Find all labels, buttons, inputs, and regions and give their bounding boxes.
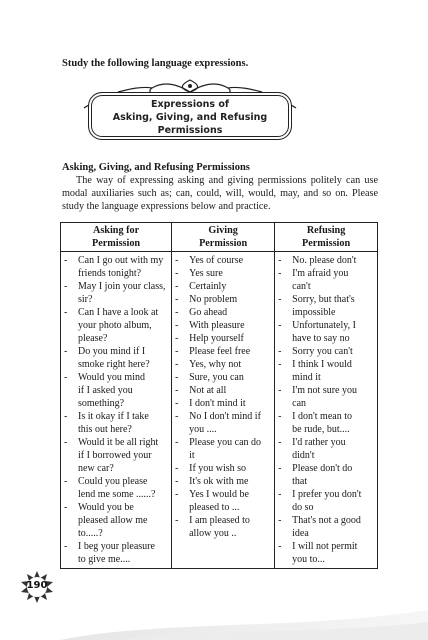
expression-line: pleased allow me — [78, 515, 148, 526]
expression-line: new car? — [78, 463, 114, 474]
expression-line: please? — [78, 333, 108, 344]
refusing-list — [278, 254, 375, 566]
expression-item — [278, 345, 375, 358]
expression-item — [175, 371, 272, 384]
giving-list — [175, 254, 272, 540]
expression-item — [64, 475, 169, 501]
expression-line: - I don't mean to — [292, 411, 352, 422]
expression-line: if I asked you — [78, 385, 133, 396]
expression-line: - Go ahead — [189, 307, 228, 318]
expression-item — [175, 462, 272, 475]
expression-line: - I'm afraid you — [292, 268, 349, 279]
expression-item — [175, 254, 272, 267]
expression-line: - Is it okay if I take — [78, 411, 149, 422]
expression-line: - I beg your pleasure — [78, 541, 155, 552]
header-line: Permission — [199, 237, 248, 249]
expression-line: - It's ok with me — [189, 476, 249, 487]
header-line: Refusing — [306, 225, 346, 236]
expression-item — [64, 540, 169, 566]
banner-title — [88, 98, 292, 137]
title-banner — [82, 78, 298, 142]
expression-line: - Please you can do — [189, 437, 262, 448]
header-refusing — [275, 223, 378, 252]
expression-item — [175, 358, 272, 371]
expression-line: do so — [292, 502, 314, 513]
expression-item — [278, 267, 375, 293]
expression-line: that — [292, 476, 308, 487]
expression-line: smoke right here? — [78, 359, 150, 370]
asking-list — [64, 254, 169, 566]
expression-item — [64, 410, 169, 436]
expression-line: - I don't mind it — [189, 398, 246, 409]
expression-line: - Would it be all right — [78, 437, 159, 448]
expression-item — [175, 384, 272, 397]
page-number: 190 — [26, 580, 48, 591]
expression-line: - No I don't mind if — [189, 411, 261, 422]
expression-item — [175, 436, 272, 462]
expression-item — [175, 488, 272, 514]
expression-item — [175, 280, 272, 293]
expression-item — [278, 293, 375, 319]
paragraph-text: The way of expressing asking and giving permissions politely can use modal auxiliaries such as; can, could, will, would, may, and so on. Please study the language expressions below and practice. — [62, 175, 378, 212]
expression-line: - Can I have a look at — [78, 307, 159, 318]
expression-line: be rude, but.... — [292, 424, 350, 435]
expression-line: - I'm not sure you — [292, 385, 357, 396]
expression-line: - If you wish so — [189, 463, 247, 474]
expression-item — [175, 475, 272, 488]
header-giving — [172, 223, 275, 252]
expression-line: - Yes of course — [189, 255, 244, 266]
header-line: Permission — [92, 237, 141, 249]
expression-item — [278, 540, 375, 566]
expression-line: - Certainly — [189, 281, 227, 292]
header-line: Permission — [302, 237, 351, 249]
footer-wave-decoration — [0, 600, 428, 640]
expression-item — [175, 319, 272, 332]
expression-item — [278, 358, 375, 384]
banner-line: Asking, Giving, and Refusing — [112, 112, 268, 123]
expression-item — [175, 306, 272, 319]
expression-line: - Unfortunately, I — [292, 320, 356, 331]
expression-item — [278, 488, 375, 514]
expression-line: to give me.... — [78, 554, 131, 565]
banner-line: Expressions of — [150, 99, 230, 110]
expression-line: sir? — [78, 294, 93, 305]
expression-line: - Please feel free — [189, 346, 251, 357]
expression-line: you .... — [189, 424, 217, 435]
expression-line: pleased to ... — [189, 502, 240, 513]
expression-line: - I am pleased to — [189, 515, 250, 526]
expression-line: to.....? — [78, 528, 103, 539]
expression-item — [64, 280, 169, 306]
expression-line: - I prefer you don't — [292, 489, 362, 500]
expression-line: idea — [292, 528, 309, 539]
expression-line: mind it — [292, 372, 321, 383]
page-number-badge — [20, 570, 54, 604]
expression-line: - Would you be — [78, 502, 134, 513]
expression-item — [175, 410, 272, 436]
expression-line: - With pleasure — [189, 320, 245, 331]
section-heading: Asking, Giving, and Refusing Permissions — [62, 162, 250, 173]
expression-line: friends tonight? — [78, 268, 142, 279]
expression-line: - Help yourself — [189, 333, 244, 344]
expression-line: - No problem — [189, 294, 238, 305]
expression-line: - Yes, why not — [189, 359, 242, 370]
expression-line: have to say no — [292, 333, 350, 344]
expression-line: - May I join your class, — [78, 281, 166, 292]
expressions-table — [60, 222, 378, 569]
expression-item — [175, 267, 272, 280]
expression-line: - Sure, you can — [189, 372, 244, 383]
expression-item — [278, 319, 375, 345]
expression-line: - That's not a good — [292, 515, 361, 526]
expression-line: can — [292, 398, 307, 409]
expression-line: didn't — [292, 450, 315, 461]
expression-line: - Would you mind — [78, 372, 145, 383]
expression-item — [64, 345, 169, 371]
expression-item — [278, 410, 375, 436]
expression-item — [64, 501, 169, 540]
expression-line: - Sorry, but that's — [292, 294, 355, 305]
intro-text: Study the following language expressions. — [62, 58, 249, 69]
expression-item — [64, 254, 169, 280]
expression-line: something? — [78, 398, 125, 409]
header-line: Giving — [208, 225, 238, 236]
expression-item — [278, 384, 375, 410]
expression-item — [278, 254, 375, 267]
column-giving — [172, 252, 275, 569]
expression-line: you to... — [292, 554, 325, 565]
expression-item — [64, 436, 169, 475]
banner-line: Permissions — [157, 125, 223, 136]
expression-line: - Yes I would be — [189, 489, 249, 500]
expression-line: - Sorry you can't — [292, 346, 353, 357]
expression-line: lend me some ......? — [78, 489, 156, 500]
expression-line: - Please don't do — [292, 463, 353, 474]
header-line: Asking for — [92, 225, 140, 236]
expression-line: it — [189, 450, 195, 461]
expression-item — [278, 462, 375, 488]
expression-line: - No. please don't — [292, 255, 357, 266]
expression-line: - Yes sure — [189, 268, 223, 279]
expression-line: - Do you mind if I — [78, 346, 146, 357]
section-paragraph — [62, 174, 378, 213]
expression-item — [175, 397, 272, 410]
expression-line: if I borrowed your — [78, 450, 152, 461]
expression-line: your photo album, — [78, 320, 152, 331]
expression-item — [278, 514, 375, 540]
expression-line: - I'd rather you — [292, 437, 346, 448]
expression-item — [175, 514, 272, 540]
expression-item — [64, 371, 169, 410]
expression-item — [278, 436, 375, 462]
expression-line: - Not at all — [189, 385, 227, 396]
expression-item — [175, 332, 272, 345]
expression-line: - I think I would — [292, 359, 352, 370]
expression-line: - Can I go out with my — [78, 255, 164, 266]
column-asking — [61, 252, 172, 569]
expression-line: this out here? — [78, 424, 132, 435]
column-refusing — [275, 252, 378, 569]
expression-line: - I will not permit — [292, 541, 358, 552]
expression-line: can't — [292, 281, 311, 292]
expression-item — [175, 293, 272, 306]
expression-line: allow you .. — [189, 528, 237, 539]
expression-item — [64, 306, 169, 345]
expression-item — [175, 345, 272, 358]
header-asking — [61, 223, 172, 252]
expression-line: - Could you please — [78, 476, 148, 487]
expression-line: impossible — [292, 307, 336, 318]
